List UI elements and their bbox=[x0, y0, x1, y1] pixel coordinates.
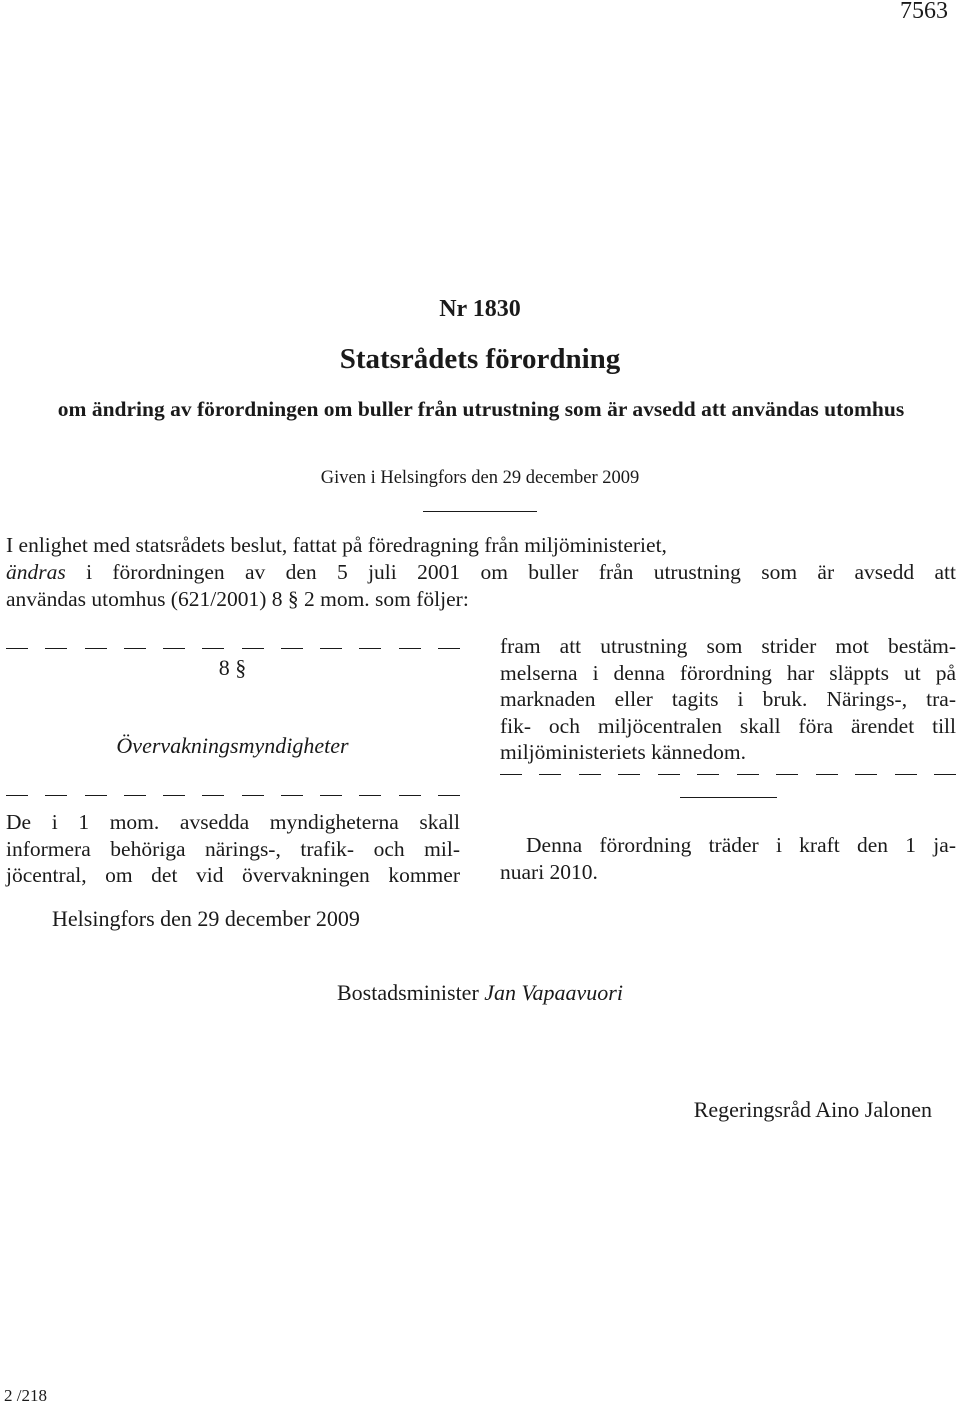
omission-dashes-right bbox=[500, 764, 956, 784]
entry-into-force bbox=[500, 832, 956, 885]
left-line-2: informera behöriga närings-, trafik- och mil- bbox=[6, 836, 460, 861]
statute-number: Nr 1830 bbox=[439, 296, 521, 322]
left-column-text bbox=[6, 809, 460, 889]
title-divider bbox=[423, 511, 537, 512]
place-and-date: Helsingfors den 29 december 2009 bbox=[52, 906, 360, 931]
preamble-line-2-rest: i förordningen av den 5 juli 2001 om buller från utrustning som är avsedd att bbox=[65, 560, 956, 584]
right-line-4: fik- och miljöcentralen skall föra ärendet till bbox=[500, 713, 956, 738]
right-line-2: melserna i denna förordning har släppts ut på bbox=[500, 660, 956, 685]
minister-name: Jan Vapaavuori bbox=[484, 980, 623, 1005]
right-line-3: marknaden eller tagits i bruk. Närings-, tra- bbox=[500, 687, 956, 711]
amend-verb: ändras bbox=[6, 560, 66, 584]
minister-signature bbox=[0, 980, 960, 1006]
left-line-1: De i 1 mom. avsedda myndigheterna skall bbox=[6, 810, 460, 834]
given-line: Given i Helsingfors den 29 december 2009 bbox=[320, 468, 640, 488]
right-line-1: fram att utrustning som strider mot bestäm- bbox=[500, 634, 956, 658]
page-number: 7563 bbox=[900, 0, 948, 24]
subtitle-line-1: om ändring av förordningen om buller från utrustning som är avsedd att användas bbox=[57, 397, 819, 421]
statute-title: Statsrådets förordning bbox=[339, 343, 621, 375]
preamble-line-2 bbox=[6, 559, 956, 586]
section-heading: Övervakningsmyndigheter bbox=[116, 733, 349, 758]
omission-dashes-bottom-left bbox=[6, 785, 460, 805]
preamble-line-1: I enlighet med statsrådets beslut, fattat på föredragning från miljöministeriet, bbox=[6, 533, 667, 557]
preamble bbox=[6, 532, 956, 613]
section-number: 8 § bbox=[218, 655, 247, 680]
subtitle-line-2: utomhus bbox=[824, 397, 905, 421]
statute-subtitle bbox=[6, 396, 956, 423]
entry-line-1: Denna förordning träder i kraft den 1 ja- bbox=[526, 833, 956, 857]
entry-line-2: nuari 2010. bbox=[500, 859, 598, 884]
minister-title: Bostadsminister bbox=[337, 980, 485, 1005]
official-signature: Regeringsråd Aino Jalonen bbox=[693, 1097, 932, 1122]
right-line-5: miljöministeriets kännedom. bbox=[500, 740, 747, 764]
footer-code: 2 /218 bbox=[4, 1386, 47, 1405]
right-column-text bbox=[500, 633, 956, 766]
body-divider bbox=[680, 797, 777, 798]
left-line-3: jöcentral, om det vid övervakningen kommer bbox=[6, 863, 460, 887]
preamble-line-3: användas utomhus (621/2001) 8 § 2 mom. som följer: bbox=[6, 587, 469, 611]
